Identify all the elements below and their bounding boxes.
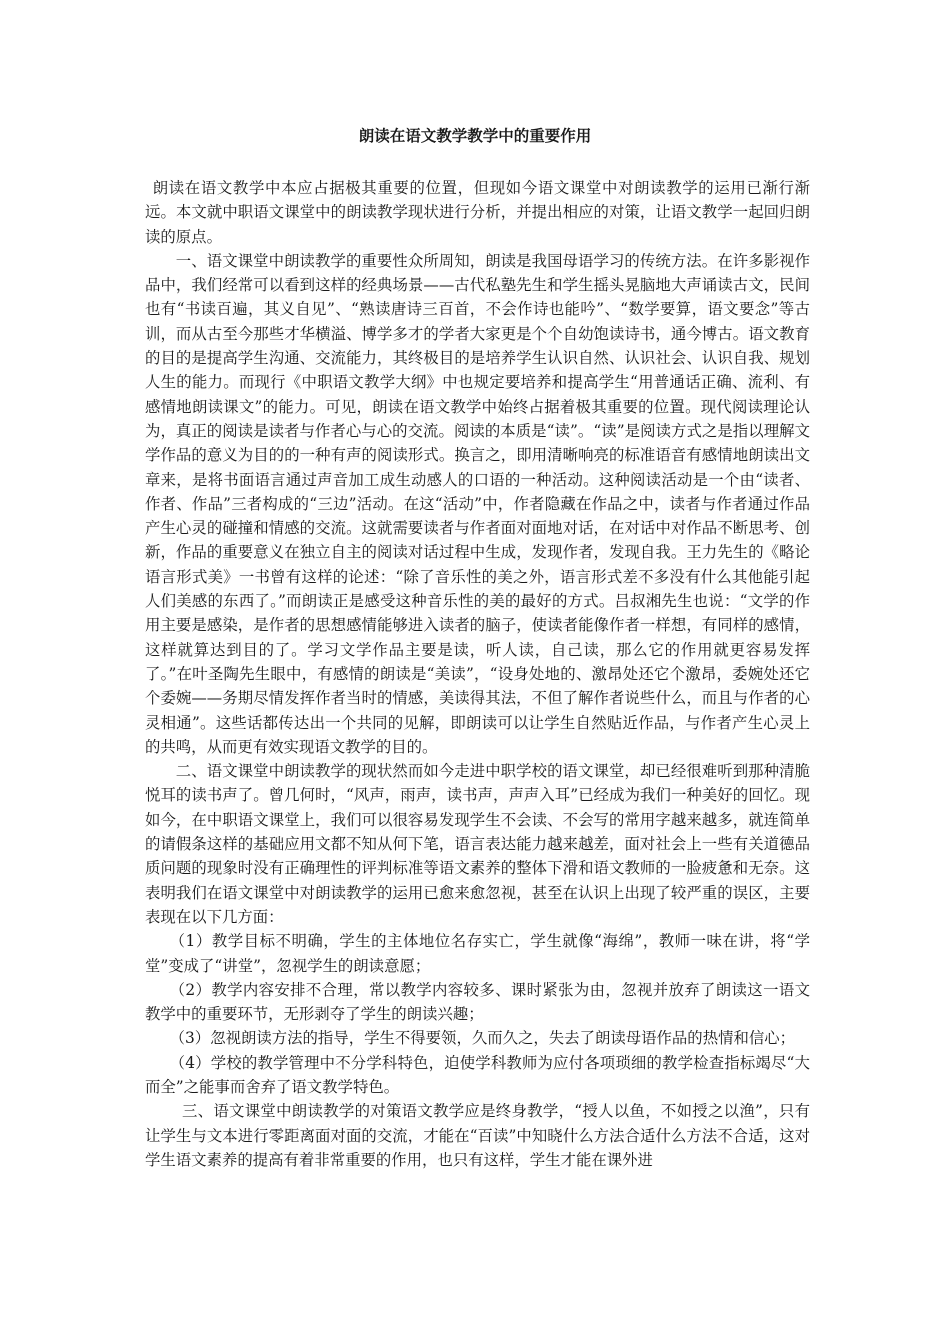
paragraph-section-1: 一、语文课堂中朗读教学的重要性众所周知，朗读是我国母语学习的传统方法。在许多影视作品中，我们经常可以看到这样的经典场景——古代私塾先生和学生摇头晃脑地大声诵读古文，民间也有“书读百遍，其义自见”、“熟读唐诗三百首，不会作诗也能吟”、“数学要算，语文要念”等古训，而从古至今那些才华横溢、博学多才的学者大家更是个个自幼饱读诗书，通今博古。语文教育的目的是提高学生沟通、交流能力，其终极目的是培养学生认识自然、认识社会、认识自我、规划人生的能力。而现行《中职语文教学大纲》中也规定要培养和提高学生“用普通话正确、流利、有感情地朗读课文”的能力。可见，朗读在语文教学中始终占据着极其重要的位置。现代阅读理论认为，真正的阅读是读者与作者心与心的交流。阅读的本质是“读”。“读”是阅读方式之是指以理解文学作品的意义为目的的一种有声的阅读形式。换言之，即用清晰响亮的标准语音有感情地朗读出文章来，是将书面语言通过声音加工成生动感人的口语的一种活动。这种阅读活动是一个由“读者、作者、作品”三者构成的“三边”活动。在这“活动”中，作者隐藏在作品之中，读者与作者通过作品产生心灵的碰撞和情感的交流。这就需要读者与作者面对面地对话，在对话中对作品不断思考、创新，作品的重要意义在独立自主的阅读对话过程中生成，发现作者，发现自我。王力先生的《略论语言形式美》一书曾有这样的论述：“除了音乐性的美之外，语言形式差不多没有什么其他能引起人们美感的东西了。”而朗读正是感受这种音乐性的美的最好的方式。吕叔湘先生也说：“文学的作用主要是感染，是作者的思想感情能够进入读者的脑子，使读者能像作者一样想，有同样的感情，这样就算达到目的了。学习文学作品主要是读，听人读，自己读，那么它的作用就更容易发挥了。”在叶圣陶先生眼中，有感情的朗读是“美读”，“设身处地的、激昂处还它个激昂，委婉处还它个委婉——务期尽情发挥作者当时的情感，美读得其法，不但了解作者说些什么，而且与作者的心灵相通”。这些话都传达出一个共同的见解，即朗读可以让学生自然贴近作品，与作者产生心灵上的共鸣，从而更有效实现语文教学的目的。 [145, 251, 810, 756]
paragraph-section-3: 三、语文课堂中朗读教学的对策语文教学应是终身教学，“授人以鱼，不如授之以渔”，只有让学生与文本进行零距离面对面的交流，才能在“百读”中知晓什么方法合适什么方法不合适，这对学生语文素养的提高有着非常重要的作用，也只有这样，学生才能在课外进 [145, 1102, 810, 1169]
list-item-2: （2）教学内容安排不合理，常以教学内容较多、课时紧张为由，忽视并放弃了朗读这一语文教学中的重要环节，无形剥夺了学生的朗读兴趣； [145, 980, 810, 1024]
document-body [145, 176, 810, 1172]
list-item-1: （1）教学目标不明确，学生的主体地位名存实亡，学生就像“海绵”，教师一味在讲，将“学堂”变成了“讲堂”，忽视学生的朗读意愿； [145, 932, 810, 975]
document-title: 朗读在语文教学教学中的重要作用 [358, 127, 592, 145]
paragraph-section-2: 二、语文课堂中朗读教学的现状然而如今走进中职学校的语文课堂，却已经很难听到那种清脆悦耳的读书声了。曾几何时，“风声，雨声，读书声，声声入耳”已经成为我们一种美好的回忆。现如今，在中职语文课堂上，我们可以很容易发现学生不会读、不会写的常用字越来越多，就连简单的请假条这样的基础应用文都不知从何下笔，语言表达能力越来越差，面对社会上一些有关道德品质问题的现象时没有正确理性的评判标准等语文素养的整体下滑和语文教师的一脸疲惫和无奈。这表明我们在语文课堂中对朗读教学的运用已愈来愈忽视，甚至在认识上出现了较严重的误区，主要表现在以下几方面： [145, 762, 810, 926]
list-item-4: （4）学校的教学管理中不分学科特色，迫使学科教师为应付各项琐细的教学检查指标竭尽“大而全”之能事而舍弃了语文教学特色。 [145, 1053, 810, 1096]
paragraph-intro: 朗读在语文教学中本应占据极其重要的位置，但现如今语文课堂中对朗读教学的运用已渐行渐远。本文就中职语文课堂中的朗读教学现状进行分析，并提出相应的对策，让语文教学一起回归朗读的原点。 [145, 179, 810, 246]
list-item-3: （3）忽视朗读方法的指导，学生不得要领，久而久之，失去了朗读母语作品的热情和信心； [169, 1029, 796, 1048]
